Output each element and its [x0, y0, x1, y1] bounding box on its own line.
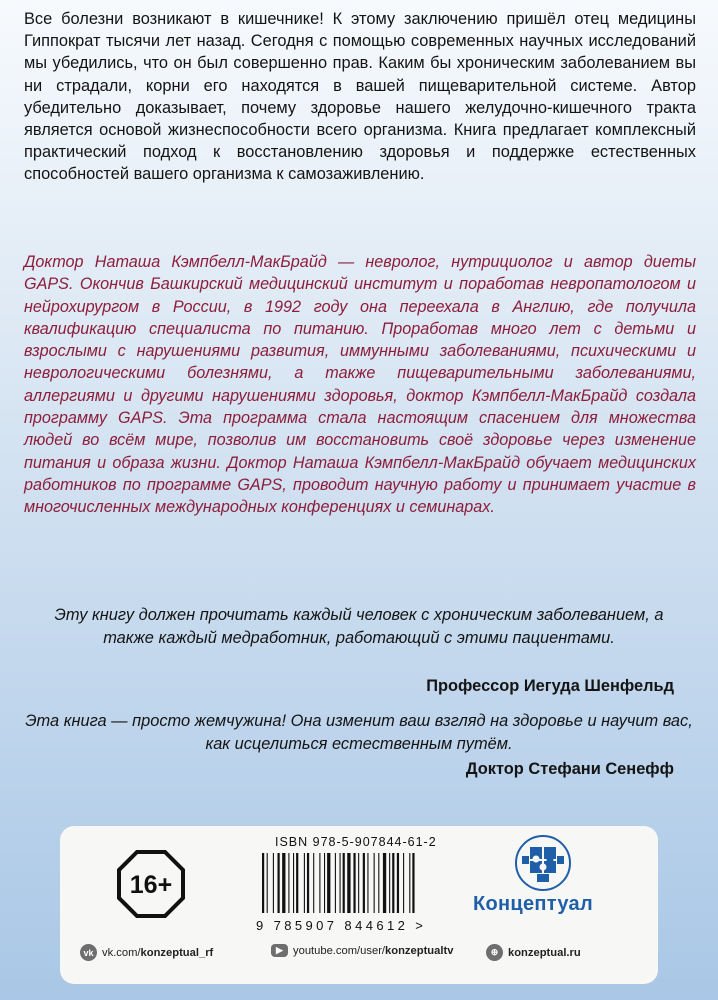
author-bio: Доктор Наташа Кэмпбелл-МакБрайд — невролог, нутрициолог и автор диеты GAPS. Окончив Башкирский медицинский институт и поработав невропатологом и нейрохирургом в России, в 1992 году она переехала в Англию, где получила квалификацию специалиста по питанию. Проработав много лет с детьми и взрослыми с нарушениями развития, иммунными заболеваниями, психическими и неврологическими болезнями, а также пищеварительными заболеваниями, аллергиями и другими нарушениями здоровья, доктор Кэмпбелл-МакБрайд создала программу GAPS. Эта программа стала настоящим спасением для множества людей во всём мире, позволив им восстановить своё здоровье через изменение питания и образа жизни. Доктор Наташа Кэмпбелл-МакБрайд обучает медицинских работников по программе GAPS, проводит научную работу и принимает участие в многочисленных международных конференциях и семинарах.	[24, 253, 696, 517]
youtube-icon: ▶	[271, 944, 288, 957]
isbn-label: ISBN 978-5-907844-61-2	[275, 835, 437, 849]
youtube-link[interactable]	[271, 944, 453, 957]
youtube-link-prefix: youtube.com/user/	[293, 944, 386, 957]
age-rating-badge	[117, 850, 185, 918]
vk-link-handle: konzeptual_rf	[140, 946, 214, 959]
quote-2-author: Доктор Стефани Сенефф	[465, 760, 674, 778]
age-rating-text: 16+	[129, 871, 173, 899]
publisher-name: Концептуал	[473, 893, 593, 915]
vk-icon: vk	[80, 944, 97, 961]
barcode-number: 9 785907 844612 >	[256, 918, 427, 933]
quote-1-text: Эту книгу должен прочитать каждый человек с хроническим заболеванием, а также каждый медработник, работающий с этими пациентами.	[54, 606, 664, 647]
globe-icon: ⊕	[486, 944, 503, 961]
publisher-logo-icon	[504, 834, 582, 892]
info-panel	[60, 826, 658, 984]
site-link-text: konzeptual.ru	[508, 946, 581, 959]
quote-1-author: Профессор Иегуда Шенфельд	[426, 677, 674, 695]
book-description: Все болезни возникают в кишечнике! К этому заключению пришёл отец медицины Гиппократ тысячи лет назад. Сегодня с помощью современных научных исследований мы убедились, что он был совершенно прав. Каким бы хроническим заболеванием вы ни страдали, корни его находятся в вашей пищеварительной системе. Автор убедительно доказывает, почему здоровье нашего желудочно-кишечного тракта является основой жизнеспособности всего организма. Книга предлагает комплексный практический подход к восстановлению здоровья и поддержке естественных способностей вашего организма к самозаживлению.	[24, 10, 696, 184]
social-links	[60, 940, 658, 966]
vk-link-prefix: vk.com/	[102, 946, 141, 959]
vk-link[interactable]	[80, 944, 213, 961]
youtube-link-handle: konzeptualtv	[385, 944, 454, 957]
site-link[interactable]	[486, 944, 581, 961]
barcode	[260, 853, 462, 913]
quote-2-text: Эта книга — просто жемчужина! Она изменит ваш взгляд на здоровье и научит вас, как исцелиться естественным путём.	[25, 712, 693, 753]
